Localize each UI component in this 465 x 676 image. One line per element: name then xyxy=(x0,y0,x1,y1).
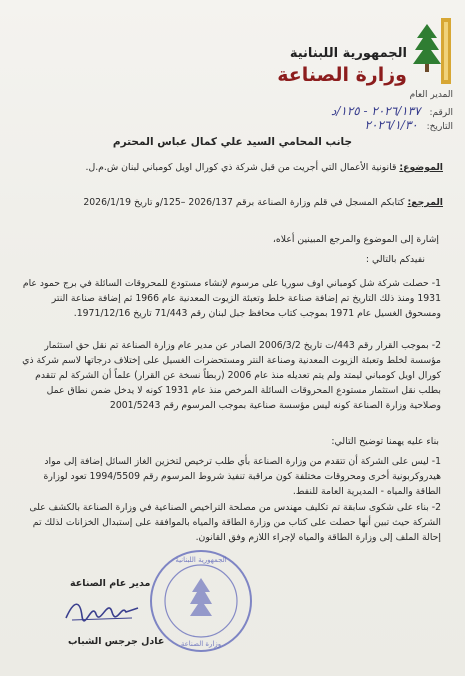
signatory-name: عادل جرجس الشباب xyxy=(68,636,165,647)
number-row xyxy=(213,104,453,118)
intro-line: إشارة إلى الموضوع والمرجع المبينين أعلاه، xyxy=(272,234,439,245)
subject-label: الموضوع: xyxy=(399,162,443,173)
ministry-title: وزارة الصناعة xyxy=(277,64,407,86)
reference-text: كتابكم المسجل في قلم وزارة الصناعة برقم 2026/137 –125/و تاريخ 2026/1/19 xyxy=(83,197,405,208)
item-1: 1- حصلت شركة شل كومباني اوف سوريا على مرسوم لإنشاء مستودع للمحروقات السائلة في برج حمود عام 1931 ومنذ ذلك التاريخ تم إضافة صناعة خلط وتعبئة الزيوت المعدنية عام 1966 ثم إضافة صناعة النتر ومسحوق الغسيل عام 1971 بموجب كتاب محافظ جبل لبنان رقم 71/443 تاريخ 1971/12/16. xyxy=(22,278,441,319)
signatory-title: مدير عام الصناعة xyxy=(70,578,151,589)
inform-line: نفيدكم بالتالي : xyxy=(365,254,425,265)
number-value: ٢٠٢٦/١٣٧ - ١٢٥/د xyxy=(330,104,421,118)
addressee: جانب المحامي السيد علي كمال عباس المحترم xyxy=(112,136,353,148)
stamp-bottom-text: وزارة الصناعة xyxy=(180,640,222,648)
republic-title: الجمهورية اللبنانية xyxy=(289,46,407,61)
reference-label: المرجع: xyxy=(407,197,443,208)
date-label: التاريخ: xyxy=(426,122,453,132)
date-row xyxy=(213,118,453,132)
subject-line xyxy=(18,160,443,175)
director-label: المدير العام xyxy=(409,90,453,100)
cedar-logo-icon xyxy=(411,16,455,86)
item-2: 2- بموجب القرار رقم 443/ت تاريخ 2006/3/2 الصادر عن مدير عام وزارة الصناعة تم نقل حق استثمار مؤسسة لخلط وتعبئة الزيوت المعدنية وصناعة النتر ومستحضرات الغسيل على إختلاف درجاتها لاسم شركة ذي كورال اويل كومباني ليمتد ولم يتم تعديله منذ عام 2006 (ربطاً نسخة عن القرار) علماً أن الشركة لم تتقدم بطلب نقل استثمار مستودع المحروقات السائلة المرخص منذ عام 1931 كونه لا يدخل ضمن نطاق عمل وصلاحية وزارة الصناعة كونه ليس مؤسسة صناعية بموجب المرسوم رقم 2001/5243 xyxy=(22,340,441,411)
date-value: ٢٠٢٦/١/٣٠ xyxy=(364,118,418,132)
clarify-line: بناء عليه يهمنا توضيح التالي: xyxy=(331,436,439,447)
handwritten-signature xyxy=(62,594,142,626)
stamp-top-text: الجمهورية اللبنانية xyxy=(175,556,227,564)
reference-meta xyxy=(213,90,453,132)
point-2: 2- بناء على شكوى سابقة تم تكليف مهندس من مصلحة التراخيص الصناعية في وزارة الصناعة بالكشف على الشركة حيث تبين أنها حصلت على كتاب من وزارة الطاقة والمياه بالموافقة على إستبدال الخزانات لذلك تم إحالة الملف إلى وزارة الطاقة والمياه لإجراء اللازم وفق القانون. xyxy=(29,502,441,543)
director-row xyxy=(213,90,453,104)
subject-text: قانونية الأعمال التي أجريت من قبل شركة ذي كورال اويل كومباني لبنان ش.م.ل. xyxy=(85,162,397,173)
point-1: 1- ليس على الشركة أن تتقدم من وزارة الصناعة بأي طلب ترخيص لتخزين الغاز السائل إضافة إلى مواد هيدروكربونية أخرى ومحروقات مختلفة كون مراقبة تنفيذ شروط المرسوم رقم 1994/5509 تعود لوزارة الطاقة والمياه - المديرية العامة للنفط. xyxy=(43,456,441,497)
number-label: الرقم: xyxy=(429,108,453,118)
reference-line xyxy=(18,195,443,210)
ministry-letterhead xyxy=(277,16,455,86)
